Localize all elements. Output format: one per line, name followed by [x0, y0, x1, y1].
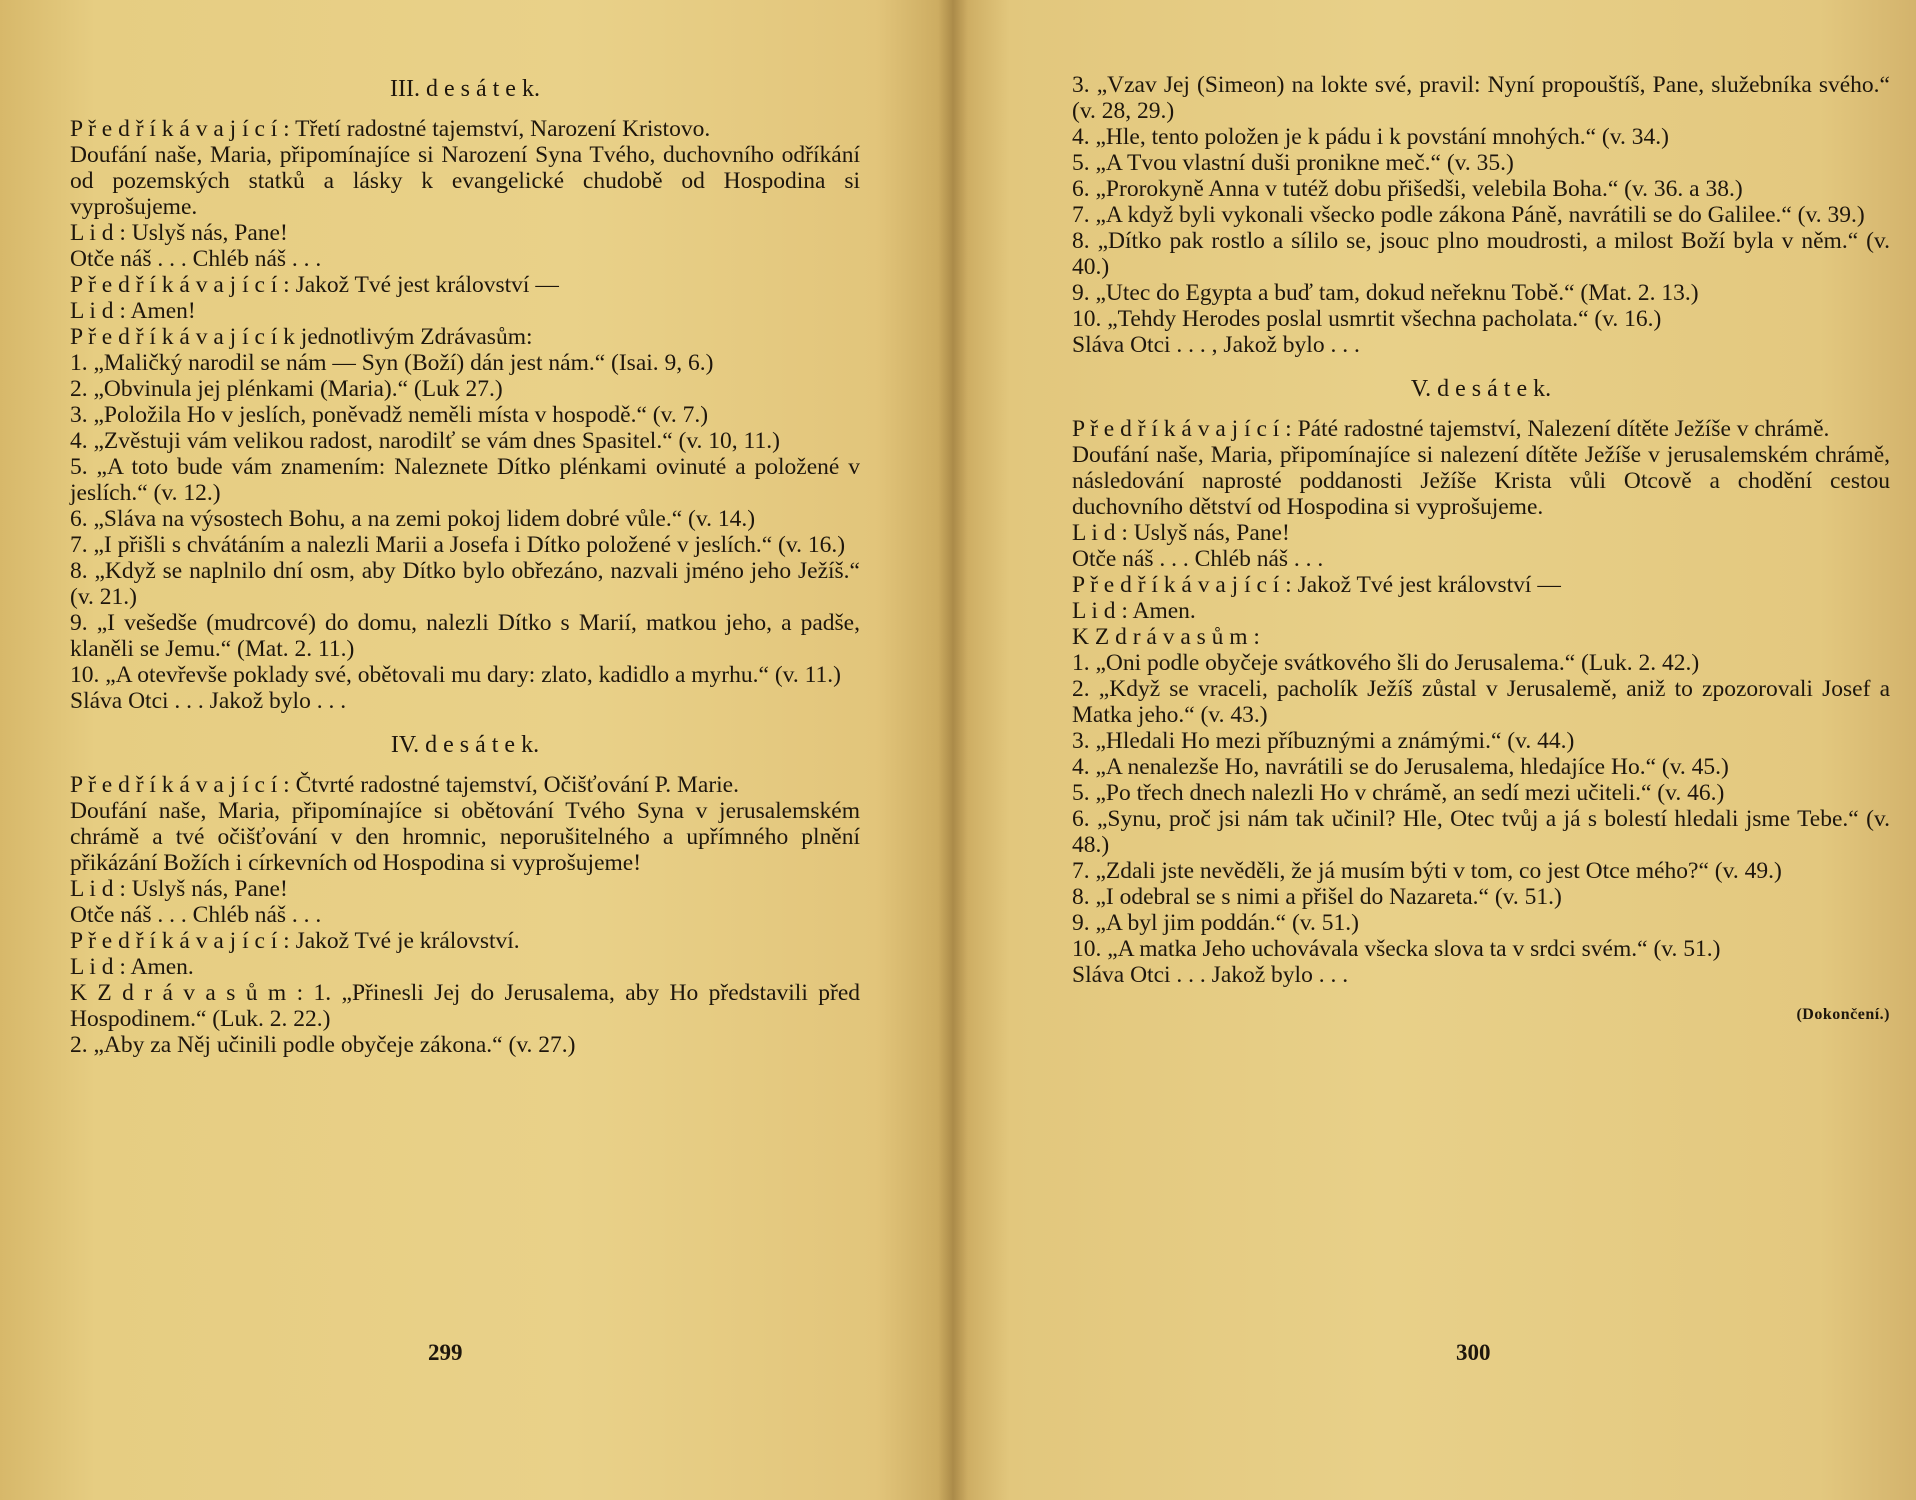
- list-item: 2. „Obvinula jej plénkami (Maria).“ (Luk 27.): [70, 376, 503, 402]
- text-line: L i d : Amen!: [70, 298, 196, 324]
- text-line: Sláva Otci . . . Jakož bylo . . .: [1072, 962, 1349, 988]
- continuation-note: (Dokončení.): [1796, 1006, 1890, 1023]
- text-line: P ř e d ř í k á v a j í c í k jednotlivým Zdrávasům:: [70, 324, 533, 350]
- list-item: 2. „Když se vraceli, pacholík Ježíš zůstal v Jerusalemě, aniž to zpozorovali Josef a Matka jeho.“ (v. 43.): [1072, 676, 1890, 728]
- text-line: L i d : Amen.: [1072, 598, 1196, 624]
- list-item: 4. „A nenalezše Ho, navrátili se do Jerusalema, hledajíce Ho.“ (v. 45.): [1072, 754, 1729, 780]
- page-number-right: 300: [1456, 1340, 1491, 1365]
- list-item: 7. „A když byli vykonali všecko podle zákona Páně, navrátili se do Galilee.“ (v. 39.): [1072, 202, 1865, 228]
- list-item: 8. „Dítko pak rostlo a sílilo se, jsouc plno moudrosti, a milost Boží byla v něm.“ (v. 40.): [1072, 228, 1890, 280]
- list-item: 10. „Tehdy Herodes poslal usmrtit všechna pacholata.“ (v. 16.): [1072, 306, 1662, 332]
- list-item: 8. „I odebral se s nimi a přišel do Nazareta.“ (v. 51.): [1072, 884, 1562, 910]
- list-item: 7. „Zdali jste nevěděli, že já musím býti v tom, co jest Otce mého?“ (v. 49.): [1072, 858, 1782, 884]
- text-line: Doufání naše, Maria, připomínajíce si Narození Syna Tvého, duchovního odříkání od pozemských statků a lásky k evangelické chudobě od Hospodina si vyprošujeme.: [70, 142, 860, 220]
- text-line: K Z d r á v a s ů m :: [1072, 624, 1260, 650]
- left-column: [70, 72, 860, 1058]
- list-item: 9. „I vešedše (mudrcové) do domu, nalezli Dítko s Marií, matkou jeho, a padše, klaněli se Jemu.“ (Mat. 2. 11.): [70, 610, 860, 662]
- list-item: 1. „Oni podle obyčeje svátkového šli do Jerusalema.“ (Luk. 2. 42.): [1072, 650, 1700, 676]
- list-item: 3. „Vzav Jej (Simeon) na lokte své, pravil: Nyní propouštíš, Pane, služebníka svého.“ (v. 28, 29.): [1072, 72, 1890, 124]
- list-item: 6. „Prorokyně Anna v tutéž dobu přišedši, velebila Boha.“ (v. 36. a 38.): [1072, 176, 1743, 202]
- list-item: 5. „A toto bude vám znamením: Naleznete Dítko plénkami ovinuté a položené v jeslích.“ (v. 12.): [70, 454, 860, 506]
- list-item: 3. „Hledali Ho mezi příbuznými a známými.“ (v. 44.): [1072, 728, 1575, 754]
- text-line: L i d : Uslyš nás, Pane!: [1072, 520, 1290, 546]
- text-line: Sláva Otci . . . , Jakož bylo . . .: [1072, 332, 1360, 358]
- text-line: P ř e d ř í k á v a j í c í : Jakož Tvé jest království —: [1072, 572, 1561, 598]
- section-heading-iv: IV. d e s á t e k.: [390, 732, 540, 758]
- list-item: 6. „Sláva na výsostech Bohu, a na zemi pokoj lidem dobré vůle.“ (v. 14.): [70, 506, 756, 532]
- text-line: P ř e d ř í k á v a j í c í : Čtvrté radostné tajemství, Očišťování P. Marie.: [70, 772, 739, 798]
- text-line: Doufání naše, Maria, připomínajíce si obětování Tvého Syna v jerusalemském chrámě a tvé očišťování v den hromnic, neporušitelného a upřímného plnění přikázání Božích i církevních od Hospodina si vyprošujeme!: [70, 798, 860, 876]
- list-item: 9. „Utec do Egypta a buď tam, dokud neřeknu Tobě.“ (Mat. 2. 13.): [1072, 280, 1699, 306]
- page-number-left: 299: [428, 1340, 463, 1365]
- list-item: 6. „Synu, proč jsi nám tak učinil? Hle, Otec tvůj a já s bolestí hledali jsme Tebe.“ (v. 48.): [1072, 806, 1890, 858]
- text-line: Otče náš . . . Chléb náš . . .: [70, 902, 322, 928]
- section-heading-iii: III. d e s á t e k.: [390, 76, 540, 102]
- list-item: 10. „A matka Jeho uchovávala všecka slova ta v srdci svém.“ (v. 51.): [1072, 936, 1721, 962]
- list-item: 1. „Maličký narodil se nám — Syn (Boží) dán jest nám.“ (Isai. 9, 6.): [70, 350, 714, 376]
- text-line: P ř e d ř í k á v a j í c í : Jakož Tvé je království.: [70, 928, 520, 954]
- list-item: 5. „Po třech dnech nalezli Ho v chrámě, an sedí mezi učiteli.“ (v. 46.): [1072, 780, 1725, 806]
- list-item: 3. „Položila Ho v jeslích, poněvadž neměli místa v hospodě.“ (v. 7.): [70, 402, 709, 428]
- text-line: L i d : Amen.: [70, 954, 194, 980]
- list-item: 4. „Hle, tento položen je k pádu i k povstání mnohých.“ (v. 34.): [1072, 124, 1669, 150]
- text-line: L i d : Uslyš nás, Pane!: [70, 876, 288, 902]
- list-item: 4. „Zvěstuji vám velikou radost, narodilť se vám dnes Spasitel.“ (v. 10, 11.): [70, 428, 780, 454]
- text-line: L i d : Uslyš nás, Pane!: [70, 220, 288, 246]
- list-item: 8. „Když se naplnilo dní osm, aby Dítko bylo obřezáno, nazvali jméno jeho Ježíš.“ (v. 21.): [70, 558, 860, 610]
- text-line: P ř e d ř í k á v a j í c í : Páté radostné tajemství, Nalezení dítěte Ježíše v chrámě.: [1072, 416, 1830, 442]
- section-heading-v: V. d e s á t e k.: [1410, 376, 1552, 402]
- list-item: 5. „A Tvou vlastní duši pronikne meč.“ (v. 35.): [1072, 150, 1514, 176]
- text-line: Otče náš . . . Chléb náš . . .: [70, 246, 322, 272]
- list-item: 2. „Aby za Něj učinili podle obyčeje zákona.“ (v. 27.): [70, 1032, 576, 1058]
- text-line: Sláva Otci . . . Jakož bylo . . .: [70, 688, 347, 714]
- text-line: P ř e d ř í k á v a j í c í : Třetí radostné tajemství, Narození Kristovo.: [70, 116, 711, 142]
- list-item: 10. „A otevřevše poklady své, obětovali mu dary: zlato, kadidlo a myrhu.“ (v. 11.): [70, 662, 841, 688]
- text-line: Doufání naše, Maria, připomínajíce si nalezení dítěte Ježíše v jerusalemském chrámě, následování naprosté poddanosti Ježíše Krista vůli Otcově a chodění cestou duchovního dětství od Hospodina si vyprošujeme.: [1072, 442, 1890, 520]
- right-column: [1072, 72, 1890, 1028]
- list-item: 7. „I přišli s chvátáním a nalezli Marii a Josefa i Dítko položené v jeslích.“ (v. 16.): [70, 532, 846, 558]
- text-line: P ř e d ř í k á v a j í c í : Jakož Tvé jest království —: [70, 272, 559, 298]
- book-gutter: [938, 0, 968, 1500]
- list-item: 9. „A byl jim poddán.“ (v. 51.): [1072, 910, 1359, 936]
- text-line: Otče náš . . . Chléb náš . . .: [1072, 546, 1324, 572]
- list-item: K Z d r á v a s ů m : 1. „Přinesli Jej do Jerusalema, aby Ho představili před Hospodinem.“ (Luk. 2. 22.): [70, 980, 860, 1032]
